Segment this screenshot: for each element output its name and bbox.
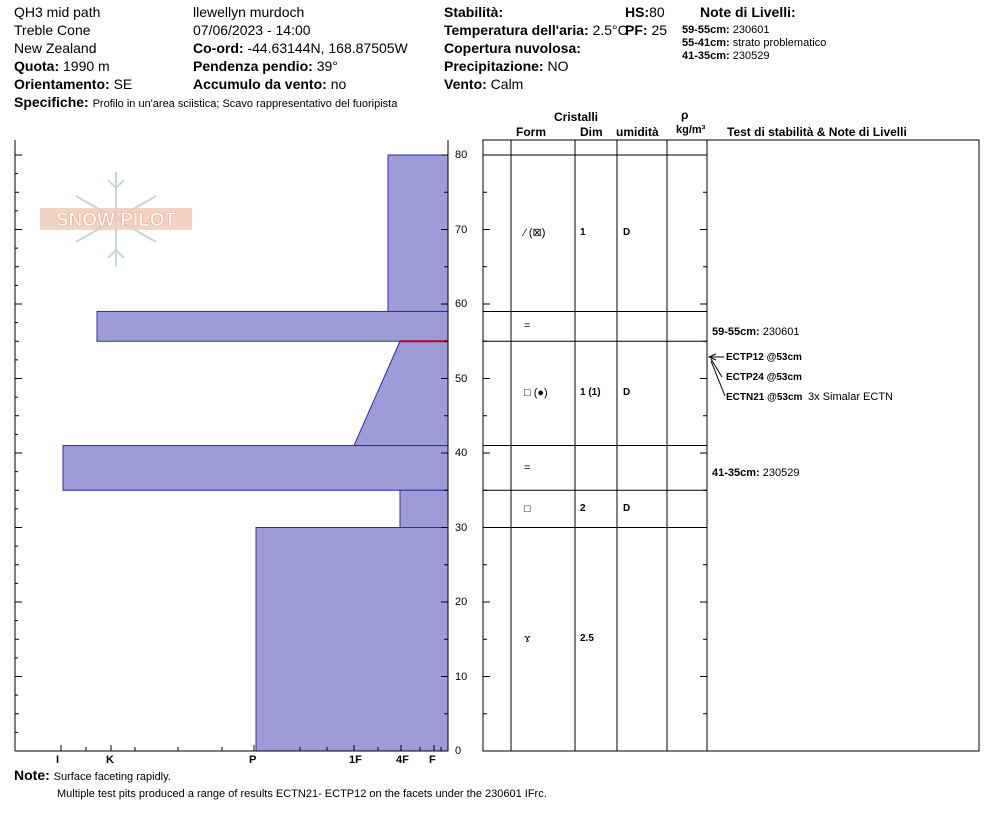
hardness-layer-2 [97,311,448,341]
depth-label: 20 [455,596,468,608]
precipitation: Precipitazione: NO [444,58,569,74]
crystal-form-4: = [524,461,531,474]
depth-label: 70 [455,223,468,236]
crystal-form-6: ɤ [524,633,531,646]
test-arrows [709,354,725,396]
depth-label: 10 [455,670,468,683]
side-note-2: 41-35cm: 230529 [712,467,800,479]
crystals-header: Cristalli [554,110,599,124]
depth-label: 50 [455,372,468,385]
form-header: Form [516,125,546,139]
hardness-label: P [249,754,257,766]
layer-boundaries [483,155,707,528]
crystal-form-2: = [524,320,531,333]
elevation: Quota: 1990 m [14,58,110,74]
crystal-size-6: 2.5 [580,633,594,645]
moisture-5: D [623,502,631,514]
hardness-layer-6 [256,528,448,752]
date-time: 07/06/2023 - 14:00 [193,22,311,38]
layer-notes-title: Note di Livelli: [700,4,796,20]
density-unit: kg/m³ [676,124,706,136]
stability-label: Stabilità: [444,4,504,20]
test-result-2: ECTP24 @53cm [726,372,802,383]
test-result-1: ECTP12 @53cm [726,352,802,363]
notes-header: Test di stabilità & Note di Livelli [727,125,907,139]
depth-label: 40 [455,447,468,459]
hardness-layer-4 [63,446,448,491]
location: QH3 mid path [14,4,101,20]
hardness-layer-1 [388,155,448,311]
hardness-layer-5 [400,490,448,527]
specifics: Specifiche: Profilo in un'area sciistica; Scavo rappresentativo del fuoripista [14,94,398,110]
density-symbol: ρ [681,108,689,122]
slope-angle: Pendenza pendio: 39° [193,58,338,74]
note-line-2: Multiple test pits produced a range of results ECTN21- ECTP12 on the facets under the 230601 IFrc. [57,788,547,800]
hardness-label: 4F [396,754,409,766]
test-result-3: ECTN21 @53cm 3x Simalar ECTN [726,391,893,403]
air-temperature: Temperatura dell'aria: 2.5°C [444,22,628,38]
moisture-header: umidità [616,125,659,139]
coordinates: Co-ord: -44.63144N, 168.87505W [193,40,408,56]
depth-label: 60 [455,298,468,310]
layer-note-3: 41-35cm: 230529 [682,50,770,62]
moisture-1: D [623,227,631,239]
crystal-size-3: 1 (1) [580,387,601,399]
aspect: Orientamento: SE [14,76,133,92]
moisture-3: D [623,387,631,399]
country: New Zealand [14,40,97,56]
depth-label: 30 [455,521,468,534]
observer-name: llewellyn murdoch [193,4,305,20]
crystal-size-5: 2 [580,502,586,514]
foot-penetration: PF: 25 [625,22,668,38]
hardness-layers [63,155,448,751]
note: Note: Surface faceting rapidly. [14,767,171,783]
hardness-label: F [429,754,436,766]
crystal-form-1: ⁄ (⊠) [524,227,546,240]
hardness-label: I [56,754,60,766]
crystal-form-3: □ (●) [524,387,548,400]
hardness-label: 1F [349,754,362,766]
layer-note-2: 55-41cm: strato problematico [682,37,827,49]
crystal-size-1: 1 [580,227,586,239]
cloud-cover-label: Copertura nuvolosa: [444,40,581,56]
snow-height: HS:80 [625,4,665,20]
depth-label: 0 [455,745,462,757]
side-note-1: 59-55cm: 230601 [712,326,800,338]
hardness-label: K [106,754,114,766]
layer-note-1: 59-55cm: 230601 [682,24,770,36]
logo-text: SNOW PILOT [55,210,177,231]
wind: Vento: Calm [444,76,524,92]
crystal-form-5: □ [524,502,531,515]
size-header: Dim [580,125,603,139]
area: Treble Cone [14,22,91,38]
wind-loading: Accumulo da vento: no [193,76,347,92]
hardness-layer-3 [354,341,448,445]
table-ticks [483,155,707,751]
depth-label: 80 [455,149,468,161]
